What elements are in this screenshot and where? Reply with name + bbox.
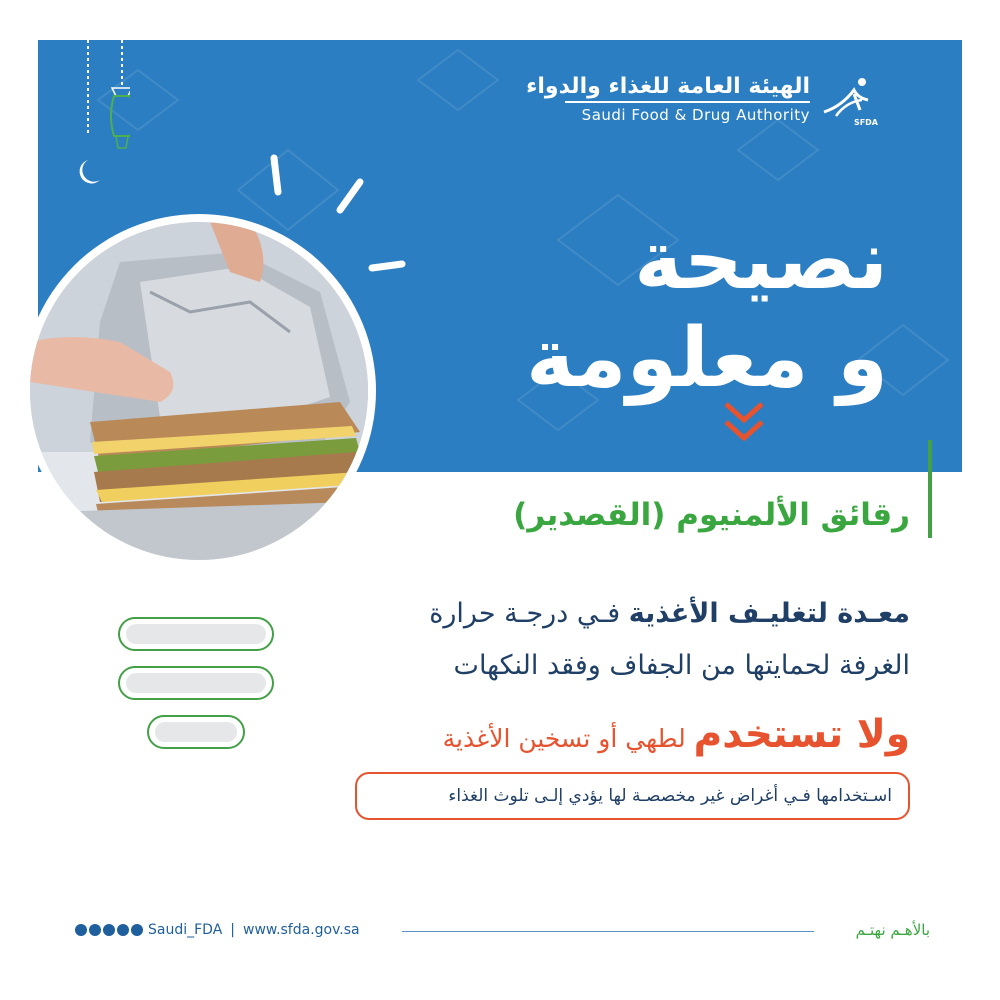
footer-slogan: بالأهـم نهتـم: [855, 921, 930, 939]
title-line-2: و معلومة: [526, 311, 888, 406]
sandwich-photo: [30, 222, 368, 560]
accent-line: [928, 440, 932, 538]
note-text: اسـتخدامها فـي أغراض غير مخصصـة لها يؤدي إلـى تلوث الغذاء: [448, 786, 892, 806]
youtube-icon[interactable]: [117, 924, 129, 936]
instagram-icon[interactable]: [103, 924, 115, 936]
tip-line-2: الغرفة لحمايتها من الجفاف وفقد النكهات: [453, 650, 910, 681]
footer-separator: |: [230, 922, 235, 938]
chevron-down-icon: [722, 400, 766, 446]
sandwich-image: [30, 222, 368, 560]
footer-divider: [402, 931, 814, 932]
website-link[interactable]: www.sfda.gov.sa: [243, 922, 360, 938]
topic-subtitle: رقائق الألمنيوم (القصدير): [513, 497, 910, 533]
tip-line-1-rest: فـي درجـة حرارة: [429, 598, 629, 629]
bulb-base-bar: [118, 666, 274, 700]
warning-line: [443, 712, 910, 757]
warning-rest: لطهي أو تسخين الأغذية: [442, 724, 694, 753]
social-handle[interactable]: Saudi_FDA: [148, 922, 223, 938]
footer-contact: [75, 922, 360, 938]
facebook-icon[interactable]: [131, 924, 143, 936]
twitter-icon[interactable]: [75, 924, 87, 936]
tip-bold-phrase: معـدة لتغليـف الأغذية: [628, 598, 910, 629]
snapchat-icon[interactable]: [89, 924, 101, 936]
lantern-icon: [70, 40, 130, 200]
note-box: [355, 772, 910, 820]
tip-body: [350, 588, 910, 692]
social-icons: [75, 924, 143, 936]
logo-divider: [565, 101, 810, 103]
warning-emphasis: ولا تستخدم: [693, 712, 910, 757]
title-line-1: نصيحة: [634, 213, 888, 308]
page-title: [488, 212, 888, 408]
tip-line-1: [350, 588, 910, 640]
sfda-logo: [526, 74, 918, 134]
bulb-base-bar: [147, 715, 245, 749]
logo-mark-text: SFDA: [853, 118, 878, 127]
logo-arabic-name: الهيئة العامة للغذاء والدواء: [526, 74, 810, 99]
sfda-logo-icon: [816, 76, 878, 120]
logo-english-name: Saudi Food & Drug Authority: [581, 106, 810, 124]
bulb-base-bar: [118, 617, 274, 651]
